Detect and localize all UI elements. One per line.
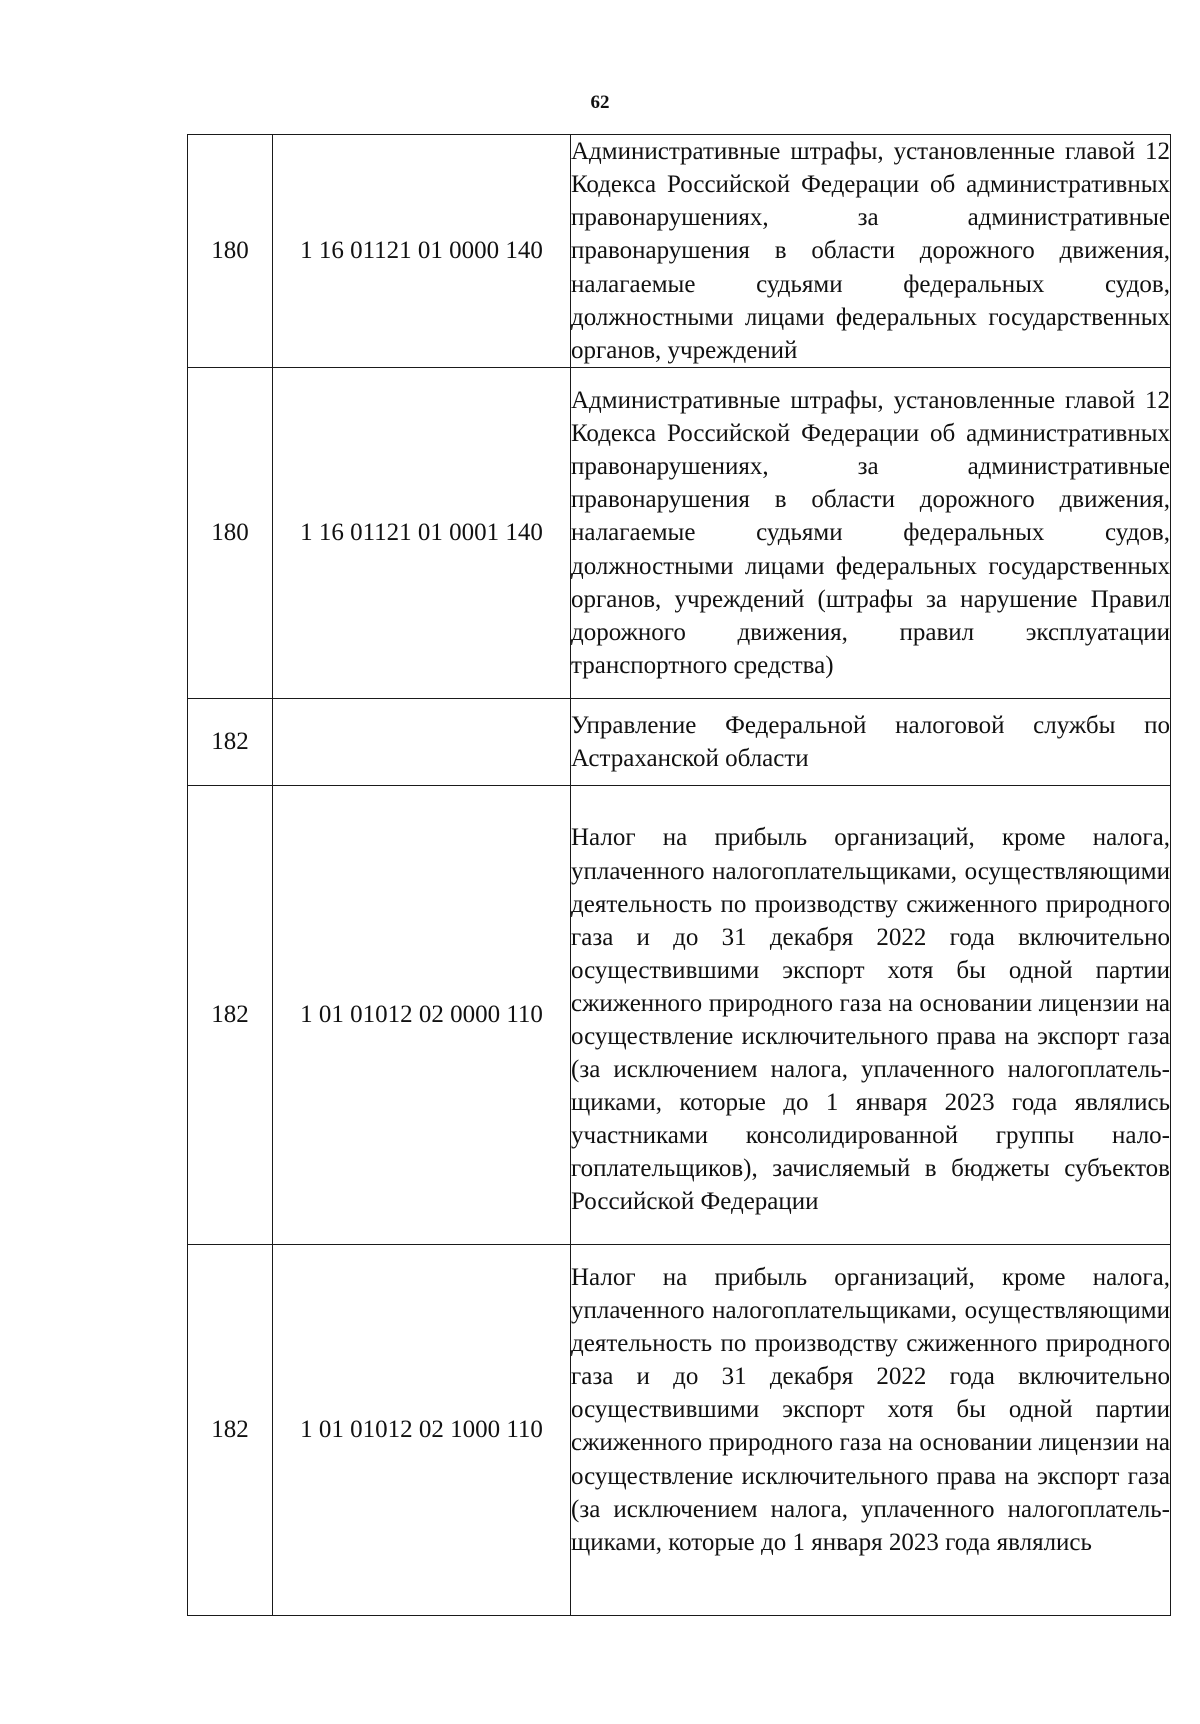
revenue-name-cell: Административные штрафы, установленные главой 12 Кодекса Российской Федерации об административных правонарушениях, за административные правонарушения в области дорожного движения, налагаемые судьями федеральных судов, должностными лицами федеральных государственных органов, учреждений (штрафы за нарушение Правил дорожного движения, правил эксплуатации транспортного средства)	[571, 368, 1171, 699]
page-number: 62	[590, 92, 610, 113]
administrator-code-cell: 180	[188, 368, 273, 699]
kbk-code-cell: 1 01 01012 02 1000 110	[273, 1245, 571, 1616]
administrator-name-cell: Управление Федеральной налоговой службы по Астраханской области	[571, 699, 1171, 786]
administrator-code-cell: 182	[188, 699, 273, 786]
administrator-code-cell: 182	[188, 786, 273, 1245]
revenue-name-cell: Налог на прибыль организаций, кроме налога, уплаченного налогоплательщиками, осуществляющими деятельность по производству сжиженного природного газа и до 31 декабря 2022 года включительно осуществившими экспорт хотя бы одной партии сжиженного природного газа на основании лицензии на осуществление исключительного права на экспорт газа (за исключением налога, уплаченного налогоплательщиками, которые до 1 января 2023 года являлись	[571, 1245, 1171, 1616]
kbk-code-cell: 1 01 01012 02 0000 110	[273, 786, 571, 1245]
administrator-code-cell: 180	[188, 135, 273, 368]
kbk-code-cell	[273, 699, 571, 786]
table-row	[188, 1245, 1171, 1616]
budget-classification-table	[187, 134, 1171, 1616]
table-row	[188, 368, 1171, 699]
revenue-name-cell: Административные штрафы, установленные главой 12 Кодекса Российской Федерации об административных правонарушениях, за административные правонарушения в области дорожного движения, налагаемые судьями федеральных судов, должностными лицами федеральных государственных органов, учреждений	[571, 135, 1171, 368]
table-row	[188, 699, 1171, 786]
kbk-code-cell: 1 16 01121 01 0000 140	[273, 135, 571, 368]
revenue-name-cell: Налог на прибыль организаций, кроме налога, уплаченного налогоплательщиками, осуществляющими деятельность по производству сжиженного природного газа и до 31 декабря 2022 года включительно осуществившими экспорт хотя бы одной партии сжиженного природного газа на основании лицензии на осуществление исключительного права на экспорт газа (за исключением налога, уплаченного налогоплательщиками, которые до 1 января 2023 года являлись участниками консолидированной группы налогоплательщиков), зачисляемый в бюджеты субъектов Российской Федерации	[571, 786, 1171, 1245]
administrator-code-cell: 182	[188, 1245, 273, 1616]
table-row	[188, 786, 1171, 1245]
table-row	[188, 135, 1171, 368]
kbk-code-cell: 1 16 01121 01 0001 140	[273, 368, 571, 699]
